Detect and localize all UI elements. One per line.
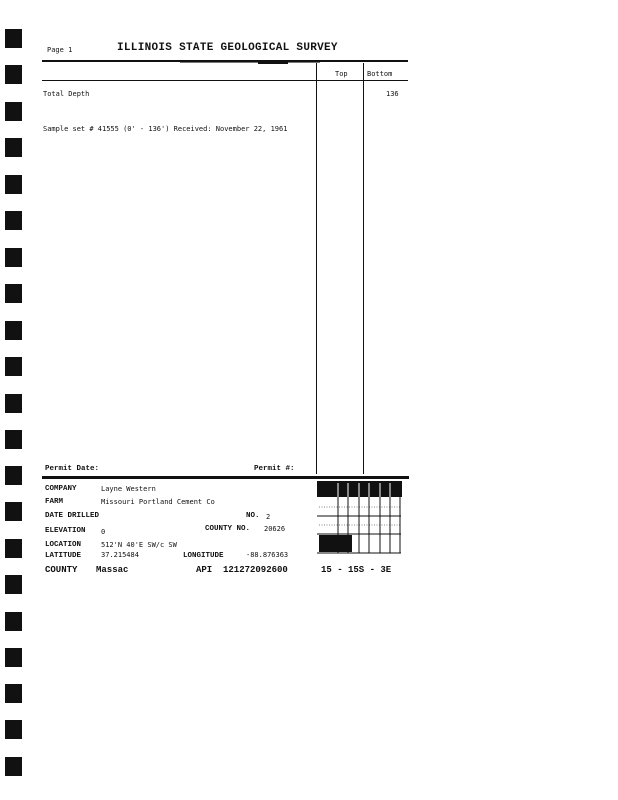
well-no-value: 2 — [266, 513, 271, 521]
punch-hole-19 — [5, 684, 22, 703]
county-no-value: 20626 — [264, 525, 286, 533]
punch-hole-9 — [5, 321, 22, 340]
county-label: COUNTY — [45, 565, 78, 575]
api-value: 121272092600 — [223, 565, 288, 575]
county-value: Massac — [96, 565, 129, 575]
punch-hole-16 — [5, 575, 22, 594]
longitude-label: LONGITUDE — [183, 552, 224, 560]
punch-hole-7 — [5, 248, 22, 267]
farm-label: FARM — [45, 498, 64, 506]
bottom-column-divider — [363, 63, 364, 474]
permit-date-label: Permit Date: — [45, 465, 100, 473]
company-value: Layne Western — [101, 485, 156, 493]
page-number: Page 1 — [47, 46, 73, 54]
punch-hole-21 — [5, 757, 22, 776]
well-no-label: NO. — [246, 512, 260, 520]
page-title: ILLINOIS STATE GEOLOGICAL SURVEY — [117, 42, 338, 54]
total-depth-label: Total Depth — [43, 90, 90, 98]
total-depth-value: 136 — [386, 90, 399, 98]
location-label: LOCATION — [45, 541, 82, 549]
header-rule-scanline — [180, 62, 320, 63]
footer-rule — [42, 476, 409, 479]
elevation-value: 0 — [101, 528, 106, 536]
col-bottom-label: Bottom — [367, 70, 393, 78]
punch-hole-11 — [5, 394, 22, 413]
punch-hole-4 — [5, 138, 22, 157]
twp-range-value: 15 - 15S - 3E — [321, 565, 392, 575]
punch-hole-3 — [5, 102, 22, 121]
punch-hole-6 — [5, 211, 22, 230]
punch-hole-5 — [5, 175, 22, 194]
punch-hole-13 — [5, 466, 22, 485]
header-rule-scanline-bold — [258, 62, 288, 64]
top-column-divider — [316, 63, 317, 474]
latitude-label: LATITUDE — [45, 552, 82, 560]
punch-hole-20 — [5, 720, 22, 739]
punch-hole-1 — [5, 29, 22, 48]
punch-hole-10 — [5, 357, 22, 376]
punch-hole-18 — [5, 648, 22, 667]
punch-hole-2 — [5, 65, 22, 84]
company-label: COMPANY — [45, 485, 77, 493]
col-top-label: Top — [335, 70, 348, 78]
permit-number-label: Permit #: — [254, 465, 295, 473]
date-drilled-label: DATE DRILLED — [45, 512, 100, 520]
punch-hole-8 — [5, 284, 22, 303]
punch-hole-14 — [5, 502, 22, 521]
location-value: 512'N 40'E SW/c SW — [101, 541, 177, 549]
county-no-label: COUNTY NO. — [205, 525, 251, 533]
api-label: API — [196, 565, 213, 575]
section-plat-grid — [317, 481, 403, 555]
elevation-label: ELEVATION — [45, 527, 86, 535]
farm-value: Missouri Portland Cement Co — [101, 498, 215, 506]
sample-note: Sample set # 41555 (0' - 136') Received: November 22, 1961 — [43, 125, 288, 133]
punch-hole-17 — [5, 612, 22, 631]
punch-hole-15 — [5, 539, 22, 558]
latitude-value: 37.215484 — [101, 551, 139, 559]
longitude-value: -88.876363 — [246, 551, 289, 559]
punch-hole-12 — [5, 430, 22, 449]
column-header-rule — [42, 80, 408, 81]
